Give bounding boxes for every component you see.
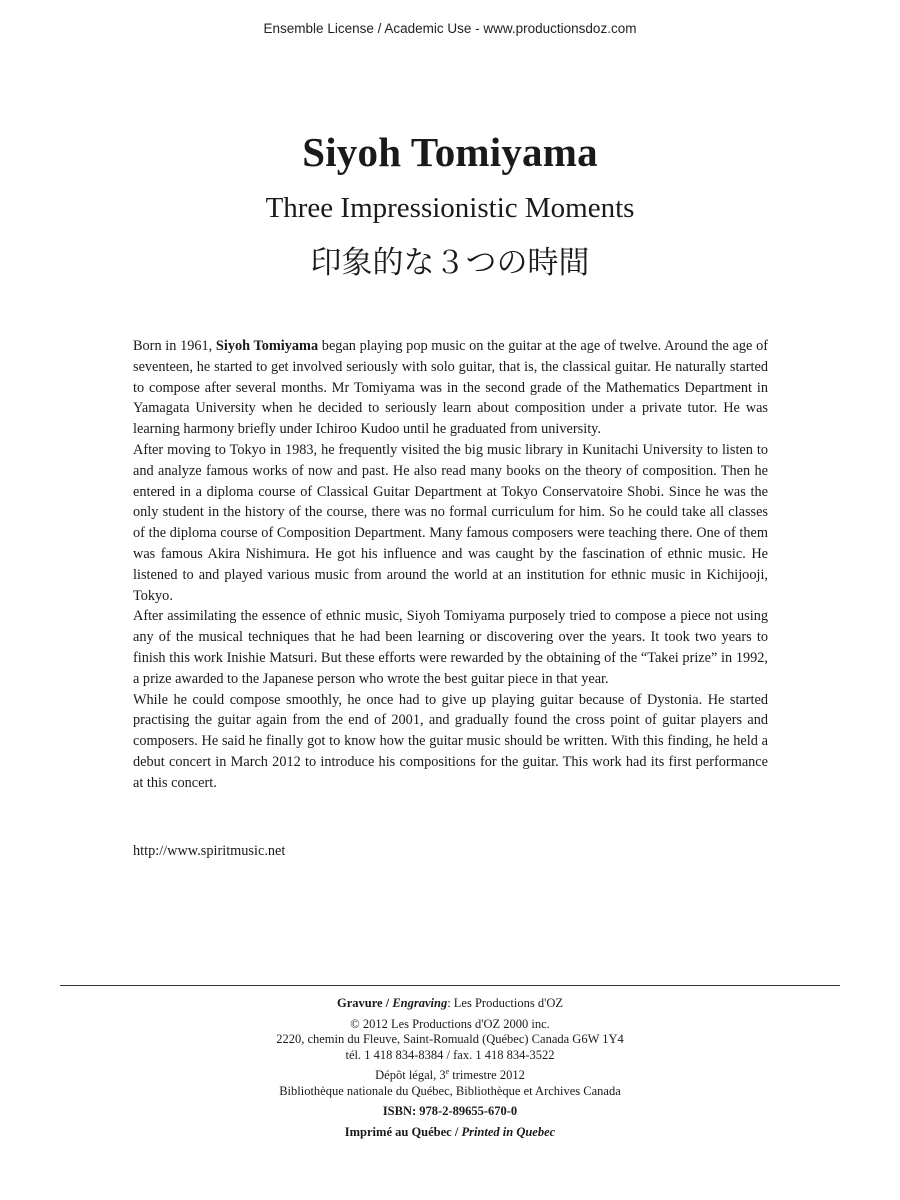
work-title: Three Impressionistic Moments xyxy=(265,192,635,224)
legal-deposit-sup: e xyxy=(445,1066,450,1076)
work-title-japanese: 印象的な３つの時間 xyxy=(310,245,590,281)
bio-paragraph-2: After moving to Tokyo in 1983, he frequently visited the big music library in Kunitachi University to listen to and analyze famous works of now and past. He also read many books on the theory of composition. Then he entered in a diploma course of Classical Guitar Department at Tokyo Conservatoire Shobi. Since he was the only student in the history of the course, there was no formal curriculum for him. So he could take all classes of the diploma course of Composition Department. Many famous composers were teaching there. One of them was famous Akira Nishimura. He got his influence and was caught by the fascination of ethnic music. He listened to and played various music from around the world at an institution for ethnic music in Kichijooji, Tokyo. xyxy=(133,441,768,604)
engraving-label: Gravure / xyxy=(336,996,393,1010)
bio-paragraph-3: After assimilating the essence of ethnic music, Siyoh Tomiyama purposely tried to compose a piece not using any of the musical techniques that he had been learning or discovering over the years. It took two years to finish this work Inishie Matsuri. But these efforts were rewarded by the obtaining of the “Takei prize” in 1992, a prize awarded to the Japanese person who wrote the best guitar piece in that year. xyxy=(133,608,768,687)
library-deposit: Bibliothèque nationale du Québec, Bibliothèque et Archives Canada xyxy=(279,1083,621,1098)
legal-deposit-post: trimestre 2012 xyxy=(449,1068,525,1082)
printed-in-en: Printed in Quebec xyxy=(461,1124,556,1139)
publisher-phone: tél. 1 418 834-8384 / fax. 1 418 834-3522 xyxy=(345,1047,555,1062)
engraving-label-en: Engraving xyxy=(392,996,448,1010)
engraving-value: : Les Productions d'OZ xyxy=(447,996,563,1010)
colophon xyxy=(0,996,900,1140)
publisher-address: 2220, chemin du Fleuve, Saint-Romuald (Québec) Canada G6W 1Y4 xyxy=(276,1032,624,1046)
bio-paragraph-1 xyxy=(133,336,768,440)
bio-paragraph-4: While he could compose smoothly, he once had to give up playing guitar because of Dystonia. He started practising the guitar again from the end of 2001, and gradually found the cross point of guitar players and composers. He said he finally got to know how the guitar music should be written. With this finding, he held a debut concert in March 2012 to introduce his compositions for the guitar. This work had its first performance at this concert. xyxy=(133,691,768,791)
bio-p1-intro: Born in 1961, xyxy=(133,338,216,354)
copyright: © 2012 Les Productions d'OZ 2000 inc. xyxy=(350,1016,550,1031)
isbn: ISBN: 978-2-89655-670-0 xyxy=(382,1104,518,1118)
license-header: Ensemble License / Academic Use - www.productionsdoz.com xyxy=(263,21,637,36)
engraving-credit xyxy=(0,996,900,1012)
printed-in xyxy=(0,1125,900,1141)
biography xyxy=(133,336,768,794)
legal-deposit-pre: Dépôt légal, 3 xyxy=(375,1068,446,1082)
footer-divider xyxy=(60,985,840,986)
website-link[interactable]: http://www.spiritmusic.net xyxy=(133,843,286,859)
bio-p1-body: began playing pop music on the guitar at the age of twelve. Around the age of seventeen, he started to get involved seriously with solo guitar, that is, the classical guitar. He naturally started to compose after several months. Mr Tomiyama was in the second grade of the Mathematics Department in Yamagata University when he decided to seriously learn about composition under a private tutor. He was learning harmony briefly under Ichiroo Kudoo until he graduated from university. xyxy=(133,338,768,438)
bio-composer-name: Siyoh Tomiyama xyxy=(215,338,319,354)
printed-in-fr: Imprimé au Québec / xyxy=(344,1124,462,1139)
composer-name: Siyoh Tomiyama xyxy=(302,129,598,175)
legal-deposit xyxy=(0,1068,900,1084)
